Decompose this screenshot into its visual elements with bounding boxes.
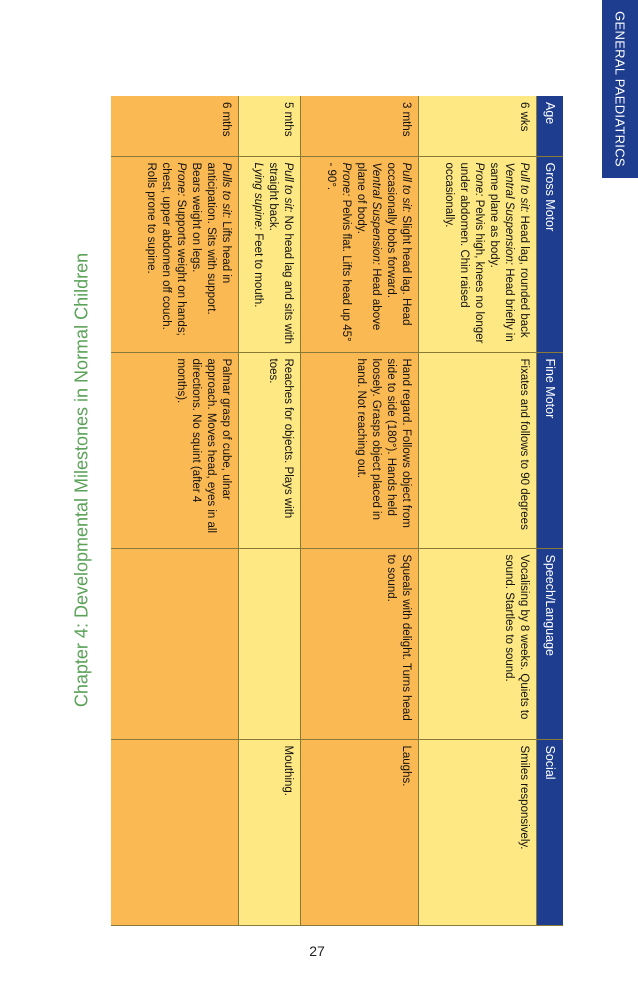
speech-language-cell: [111, 548, 239, 739]
page-number: 27: [309, 943, 325, 959]
header-fine-motor: Fine Motor: [537, 352, 564, 548]
gross-text: Slight head lag. Head occasionally bobs forward.: [385, 162, 412, 326]
gross-label: Lying supine:: [252, 162, 265, 231]
gross-label: Pull to sit:: [282, 162, 294, 213]
header-gross-motor: Gross Motor: [537, 156, 564, 352]
gross-label: Pull to sit:: [400, 162, 412, 213]
milestones-table: [111, 96, 563, 926]
gross-label: Prone:: [473, 162, 486, 197]
age-cell: 6 wks: [419, 96, 537, 156]
gross-label: Ventral Suspension:: [370, 162, 383, 266]
speech-language-cell: Squeals with delight. Turns head to sound.: [301, 548, 419, 739]
gross-label: Ventral Suspension:: [503, 162, 516, 266]
gross-label: Prone:: [175, 162, 188, 197]
gross-text: Head briefly in same plane as body.: [488, 162, 516, 342]
milestones-table-container: [111, 96, 563, 925]
speech-language-cell: Vocalising by 8 weeks. Quiets to sound. Startles to sound.: [419, 548, 537, 739]
gross-text: Pelvis high, knees no longer under abdomen. Chin raised occasionally.: [443, 162, 486, 344]
gross-motor-cell: [301, 156, 419, 352]
header-speech-language: Speech/Language: [537, 548, 564, 739]
gross-label: Pull to sit:: [518, 162, 530, 213]
table-row: [301, 96, 419, 925]
gross-text: Supports weight on hands; chest, upper abdomen off couch. Rolls prone to supine.: [145, 162, 188, 336]
fine-motor-cell: Reaches for objects. Plays with toes.: [239, 352, 301, 548]
gross-text: No head lag and sits with straight back.: [267, 162, 294, 345]
section-tab-label: GENERAL PAEDIATRICS: [612, 11, 628, 167]
gross-motor-cell: [111, 156, 239, 352]
fine-motor-cell: Hand regard. Follows object from side to side (180°). Hands held loosely. Grasps object placed in hand. Not reaching out.: [301, 352, 419, 548]
speech-language-cell: [239, 548, 301, 739]
table-row: [239, 96, 301, 925]
table-row: [419, 96, 537, 925]
gross-text: Head lag, rounded back: [518, 212, 530, 338]
gross-motor-cell: [239, 156, 301, 352]
age-cell: 3 mths: [301, 96, 419, 156]
gross-label: Pulls to sit:: [220, 162, 232, 219]
age-cell: 6 mths: [111, 96, 239, 156]
gross-text: Lifts head in anticipation. Sits with support. Bears weight on legs.: [190, 162, 232, 315]
gross-text: Pelvis flat. Lifts head up 45° - 90°.: [325, 162, 353, 342]
gross-text: Feet to mouth.: [252, 230, 265, 308]
gross-text: Head above plane of body.: [355, 162, 383, 331]
age-cell: 5 mths: [239, 96, 301, 156]
header-social: Social: [537, 739, 564, 925]
chapter-title: Chapter 4: Developmental Milestones in Normal Children: [71, 252, 92, 708]
header-age: Age: [537, 96, 564, 156]
table-header-row: [537, 96, 564, 925]
social-cell: [111, 739, 239, 925]
fine-motor-cell: Fixates and follows to 90 degrees: [419, 352, 537, 548]
social-cell: Mouthing.: [239, 739, 301, 925]
social-cell: Laughs.: [301, 739, 419, 925]
gross-motor-cell: [419, 156, 537, 352]
gross-label: Prone:: [340, 162, 353, 197]
table-row: [111, 96, 239, 925]
social-cell: Smiles responsively.: [419, 739, 537, 925]
fine-motor-cell: Palmar grasp of cube, ulnar approach. Moves head, eyes in all directions. No squint (after 4 months).: [111, 352, 239, 548]
